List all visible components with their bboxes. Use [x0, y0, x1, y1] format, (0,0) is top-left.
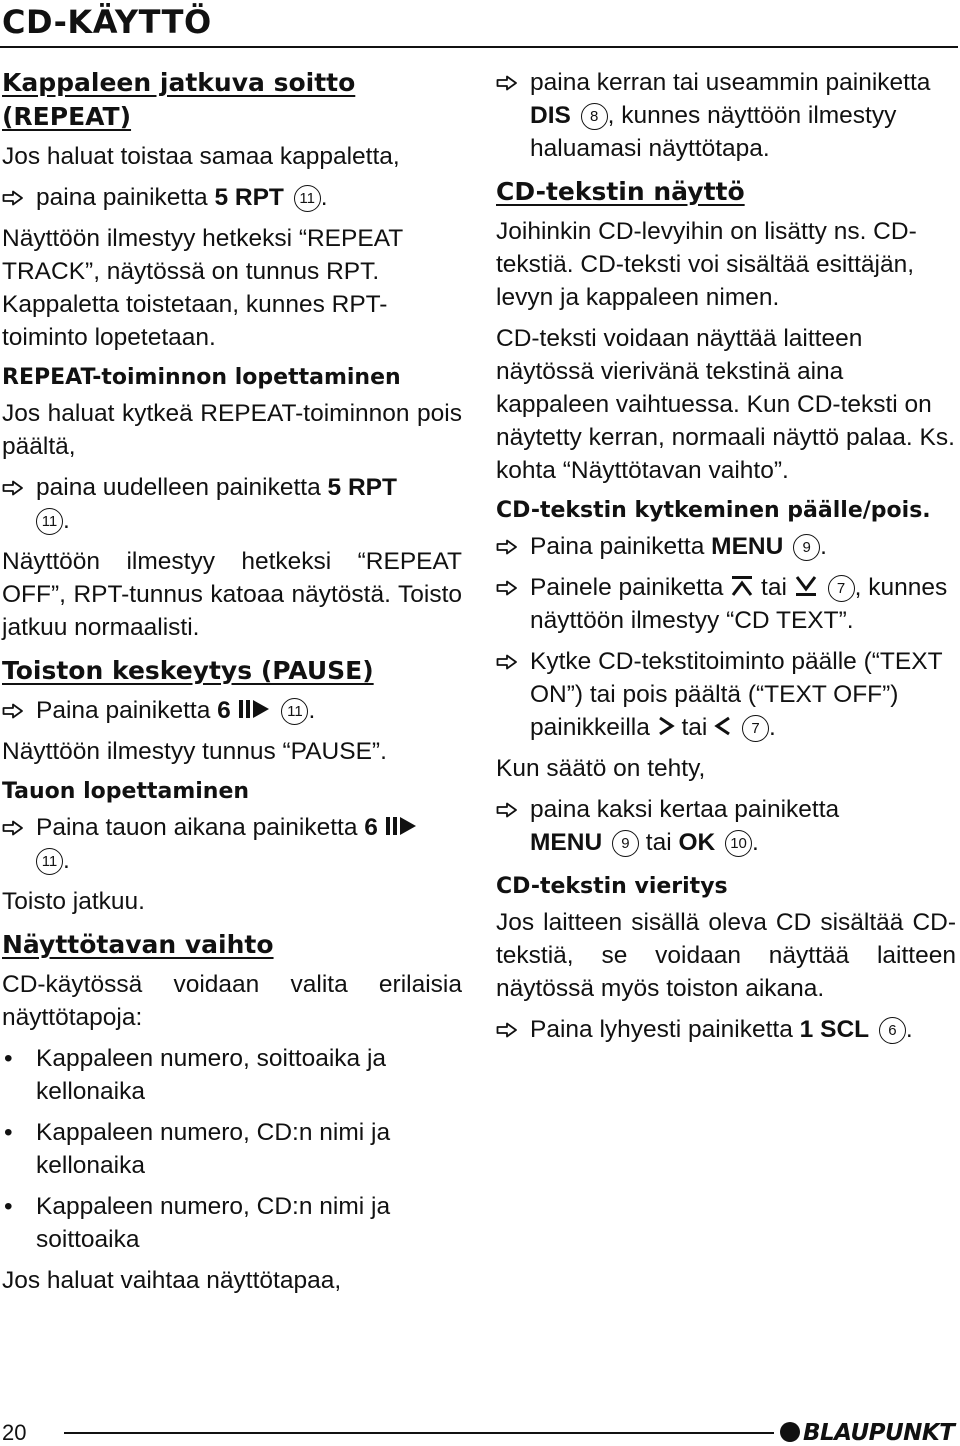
button-number-badge: 7	[828, 575, 855, 602]
bullet-dot: •	[4, 1045, 13, 1072]
cd-scroll-step: Paina lyhyesti painiketta 1 SCL 6 .	[496, 1013, 956, 1046]
cd-text-toggle-step-2: Painele painiketta tai 7 , kunnes näyttöön ilmestyy “CD TEXT”.	[496, 571, 956, 637]
repeat-step-text: paina painiketta	[36, 184, 208, 211]
left-column	[2, 66, 462, 1305]
scl-button-label: 1 SCL	[799, 1016, 870, 1043]
repeat-step: paina painiketta 5 RPT 11 .	[2, 181, 462, 214]
right-column	[496, 66, 956, 1054]
rpt-button-label: 5 RPT	[327, 474, 397, 501]
cd-text-para-1: Joihinkin CD-levyihin on lisätty ns. CD-tekstiä. CD-teksti voi sisältää esittäjän, levyn ja kappaleen nimen.	[496, 218, 917, 311]
step-text-or: tai	[681, 714, 708, 741]
brand-dot-icon	[780, 1422, 800, 1442]
button-number-badge: 11	[294, 185, 321, 212]
brand-name: BLAUPUNKT	[803, 1420, 955, 1446]
menu-button-label: MENU	[530, 829, 603, 856]
step-arrow-icon	[2, 703, 24, 719]
display-mode-heading: Näyttötavan vaihto	[2, 930, 274, 959]
play-pause-icon	[238, 698, 272, 720]
page-footer	[0, 1400, 960, 1446]
header-divider	[0, 46, 958, 48]
right-chevron-icon	[657, 715, 675, 737]
pause-stop-heading: Tauon lopettaminen	[2, 779, 250, 804]
button-number-badge: 9	[793, 534, 820, 561]
step-arrow-icon	[496, 802, 518, 818]
pause-button-label: 6	[217, 697, 231, 724]
step-arrow-icon	[496, 654, 518, 670]
step-arrow-icon	[2, 820, 24, 836]
footer-divider	[64, 1432, 774, 1434]
step-text: Paina lyhyesti painiketta	[530, 1016, 793, 1043]
dis-button-label: DIS	[530, 102, 571, 129]
repeat-intro: Jos haluat toistaa samaa kappaletta,	[2, 143, 400, 170]
step-arrow-icon	[496, 539, 518, 555]
cd-text-toggle-after: Kun säätö on tehty,	[496, 755, 706, 782]
list-item-text: Kappaleen numero, CD:n nimi ja kellonaika	[36, 1119, 391, 1179]
up-arrow-icon	[730, 575, 754, 597]
button-number-badge: 8	[581, 103, 608, 130]
cd-text-heading: CD-tekstin näyttö	[496, 177, 745, 206]
page-title: CD-KÄYTTÖ	[2, 3, 212, 41]
bullet-dot: •	[4, 1193, 13, 1220]
step-text-end: kunnes näyttöön ilmestyy “CD TEXT”.	[530, 574, 948, 634]
rpt-button-label: 5 RPT	[214, 184, 284, 211]
pause-stop-result: Toisto jatkuu.	[2, 888, 145, 915]
step-text: Paina painiketta	[530, 533, 705, 560]
repeat-stop-intro: Jos haluat kytkeä REPEAT-toiminnon pois päältä,	[2, 400, 462, 460]
left-chevron-icon	[714, 715, 732, 737]
list-item-text: Kappaleen numero, soittoaika ja kellonaika	[36, 1045, 387, 1105]
step-arrow-icon	[2, 480, 24, 496]
list-item	[2, 1042, 462, 1108]
button-number-badge: 10	[725, 830, 752, 857]
cd-scroll-heading: CD-tekstin vieritys	[496, 874, 728, 899]
step-text-or: tai	[761, 574, 787, 601]
display-step-text-end: , kunnes näyttöön ilmestyy haluamasi näyttötapa.	[530, 102, 897, 162]
pause-stop-step-text: Paina tauon aikana painiketta	[36, 814, 358, 841]
down-arrow-icon	[794, 575, 818, 597]
step-text: Painele painiketta	[530, 574, 724, 601]
button-number-badge: 11	[36, 848, 63, 875]
page-number: 20	[2, 1420, 27, 1445]
button-number-badge: 7	[742, 715, 769, 742]
pause-heading: Toiston keskeytys (PAUSE)	[2, 656, 374, 685]
bullet-dot: •	[4, 1119, 13, 1146]
step-text: paina kaksi kertaa painiketta	[530, 796, 840, 823]
list-item-text: Kappaleen numero, CD:n nimi ja soittoaika	[36, 1193, 391, 1253]
cd-scroll-para: Jos laitteen sisällä oleva CD sisältää CD-tekstiä, se voidaan näyttää laitteen näytössä myös toiston aikana.	[496, 909, 956, 1002]
button-number-badge: 9	[612, 830, 639, 857]
cd-text-toggle-step-3: Kytke CD-tekstitoiminto päälle (“TEXT ON”) tai pois päältä (“TEXT OFF”) painikkeilla tai 7 .	[496, 645, 956, 744]
repeat-heading-line-1: Kappaleen jatkuva soitto	[2, 68, 356, 97]
step-arrow-icon	[496, 75, 518, 91]
play-pause-icon	[385, 815, 419, 837]
button-number-badge: 11	[36, 508, 63, 535]
pause-button-label: 6	[364, 814, 378, 841]
step-arrow-icon	[496, 1022, 518, 1038]
repeat-stop-step: paina uudelleen painiketta 5 RPT 11 .	[2, 471, 462, 537]
menu-button-label: MENU	[711, 533, 784, 560]
display-step	[496, 66, 956, 165]
brand-logo	[780, 1420, 954, 1446]
display-mode-intro: CD-käytössä voidaan valita erilaisia näyttötapoja:	[2, 971, 462, 1031]
pause-step: Paina painiketta 6 11 .	[2, 694, 462, 727]
repeat-heading	[2, 66, 462, 134]
list-item	[2, 1116, 462, 1182]
repeat-stop-step-text: paina uudelleen painiketta	[36, 474, 321, 501]
pause-stop-step: Paina tauon aikana painiketta 6 11 .	[2, 811, 462, 877]
repeat-heading-line-2: (REPEAT)	[2, 102, 132, 131]
step-text-or: tai	[645, 829, 672, 856]
step-arrow-icon	[2, 190, 24, 206]
cd-text-toggle-heading: CD-tekstin kytkeminen päälle/pois.	[496, 498, 931, 523]
repeat-stop-heading: REPEAT-toiminnon lopettaminen	[2, 365, 401, 390]
list-item	[2, 1190, 462, 1256]
step-arrow-icon	[496, 580, 518, 596]
display-mode-outro: Jos haluat vaihtaa näyttötapaa,	[2, 1267, 342, 1294]
page-header	[0, 0, 960, 50]
button-number-badge: 11	[281, 698, 308, 725]
ok-button-label: OK	[678, 829, 716, 856]
cd-text-para-2: CD-teksti voidaan näyttää laitteen näytössä vierivänä tekstinä aina kappaleen vaihtuessa. Kun CD-teksti on näytetty kerran, normaali näyttö palaa. Ks. kohta “Näyttötavan vaihto”.	[496, 325, 955, 484]
cd-text-toggle-step-1: Paina painiketta MENU 9 .	[496, 530, 956, 563]
pause-result: Näyttöön ilmestyy tunnus “PAUSE”.	[2, 738, 387, 765]
step-text: Kytke CD-tekstitoiminto päälle (“TEXT ON”) tai pois päältä (“TEXT OFF”) painikkeilla	[530, 648, 943, 741]
button-number-badge: 6	[879, 1017, 906, 1044]
cd-text-toggle-step-4: paina kaksi kertaa painiketta MENU 9 tai OK 10 .	[496, 793, 956, 859]
repeat-stop-result: Näyttöön ilmestyy hetkeksi “REPEAT OFF”, RPT-tunnus katoaa näytöstä. Toisto jatkuu normaalisti.	[2, 548, 462, 641]
pause-step-text: Paina painiketta	[36, 697, 211, 724]
display-step-text: paina kerran tai useammin painiketta	[530, 69, 931, 96]
repeat-result: Näyttöön ilmestyy hetkeksi “REPEAT TRACK”, näytössä on tunnus RPT. Kappaletta toistetaan, kunnes RPT-toiminto lopetetaan.	[2, 225, 403, 351]
